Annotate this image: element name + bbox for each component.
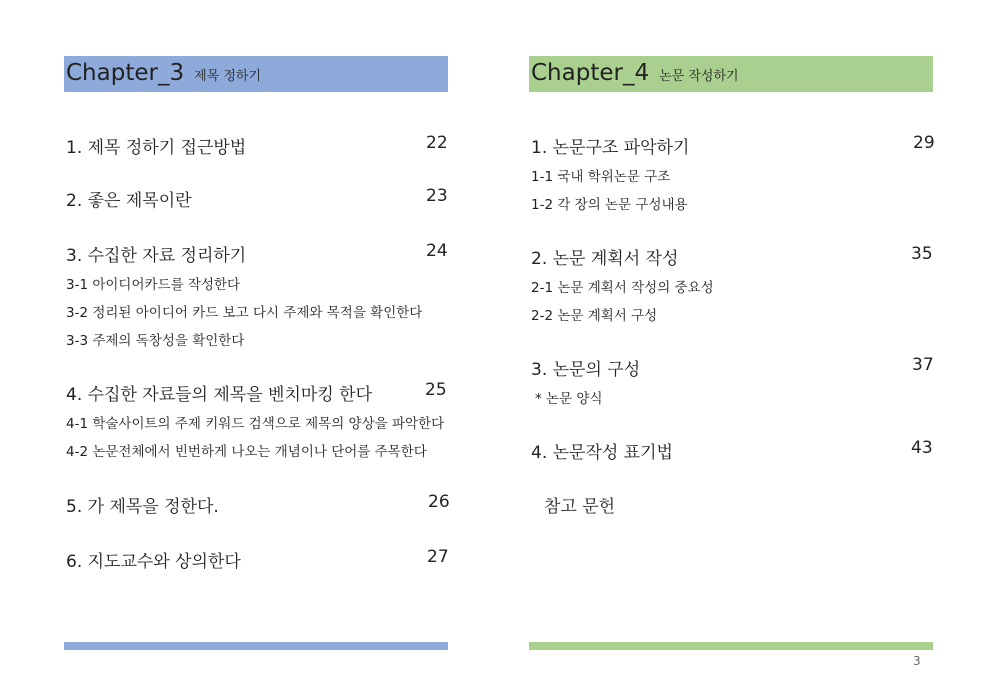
toc-subitem[interactable]: 2-1 논문 계획서 작성의 중요성 bbox=[531, 280, 714, 296]
chapter-4-title: Chapter_4 논문 작성하기 bbox=[531, 60, 739, 86]
toc-page-number: 29 bbox=[913, 133, 935, 153]
toc-subitem[interactable]: 3-1 아이디어카드를 작성한다 bbox=[66, 277, 241, 293]
toc-subitem[interactable]: * 논문 양식 bbox=[535, 391, 603, 407]
toc-subitem[interactable]: 3-3 주제의 독창성을 확인한다 bbox=[66, 333, 245, 349]
toc-page-number: 26 bbox=[428, 492, 450, 512]
toc-item[interactable]: 1. 제목 정하기 접근방법 bbox=[66, 138, 247, 158]
page-number: 3 bbox=[913, 654, 921, 668]
toc-item[interactable]: 4. 논문작성 표기법 bbox=[531, 443, 673, 463]
toc-item[interactable]: 3. 수집한 자료 정리하기 bbox=[66, 246, 247, 266]
toc-page-number: 27 bbox=[427, 547, 449, 567]
chapter-3-title: Chapter_3 제목 정하기 bbox=[66, 60, 262, 86]
toc-item-references[interactable]: 참고 문헌 bbox=[544, 497, 616, 517]
toc-page-number: 24 bbox=[426, 241, 448, 261]
footer-bar bbox=[64, 642, 448, 650]
chapter-3-subtitle: 제목 정하기 bbox=[194, 69, 262, 84]
chapter-4-header bbox=[529, 56, 933, 92]
toc-subitem[interactable]: 4-1 학술사이트의 주제 키워드 검색으로 제목의 양상을 파악한다 bbox=[66, 416, 445, 432]
toc-item[interactable]: 4. 수집한 자료들의 제목을 벤치마킹 한다 bbox=[66, 385, 372, 405]
chapter-3-header bbox=[64, 56, 448, 92]
toc-subitem[interactable]: 2-2 논문 계획서 구성 bbox=[531, 308, 658, 324]
toc-page-number: 37 bbox=[912, 355, 934, 375]
toc-page-number: 25 bbox=[425, 380, 447, 400]
toc-subitem[interactable]: 4-2 논문전체에서 빈번하게 나오는 개념이나 단어를 주목한다 bbox=[66, 444, 427, 460]
toc-page-number: 43 bbox=[911, 438, 933, 458]
toc-subitem[interactable]: 1-1 국내 학위논문 구조 bbox=[531, 169, 671, 185]
toc-item[interactable]: 2. 논문 계획서 작성 bbox=[531, 249, 679, 269]
toc-subitem[interactable]: 3-2 정리된 아이디어 카드 보고 다시 주제와 목적을 확인한다 bbox=[66, 305, 423, 321]
chapter-4-subtitle: 논문 작성하기 bbox=[659, 69, 739, 84]
toc-item[interactable]: 3. 논문의 구성 bbox=[531, 360, 641, 380]
footer-bar bbox=[529, 642, 933, 650]
toc-item[interactable]: 1. 논문구조 파악하기 bbox=[531, 138, 690, 158]
toc-page-number: 22 bbox=[426, 133, 448, 153]
toc-item[interactable]: 5. 가 제목을 정한다. bbox=[66, 497, 219, 517]
toc-item[interactable]: 6. 지도교수와 상의한다 bbox=[66, 552, 241, 572]
toc-page-number: 23 bbox=[426, 186, 448, 206]
toc-subitem[interactable]: 1-2 각 장의 논문 구성내용 bbox=[531, 197, 688, 213]
toc-item[interactable]: 2. 좋은 제목이란 bbox=[66, 191, 192, 211]
toc-page-number: 35 bbox=[911, 244, 933, 264]
